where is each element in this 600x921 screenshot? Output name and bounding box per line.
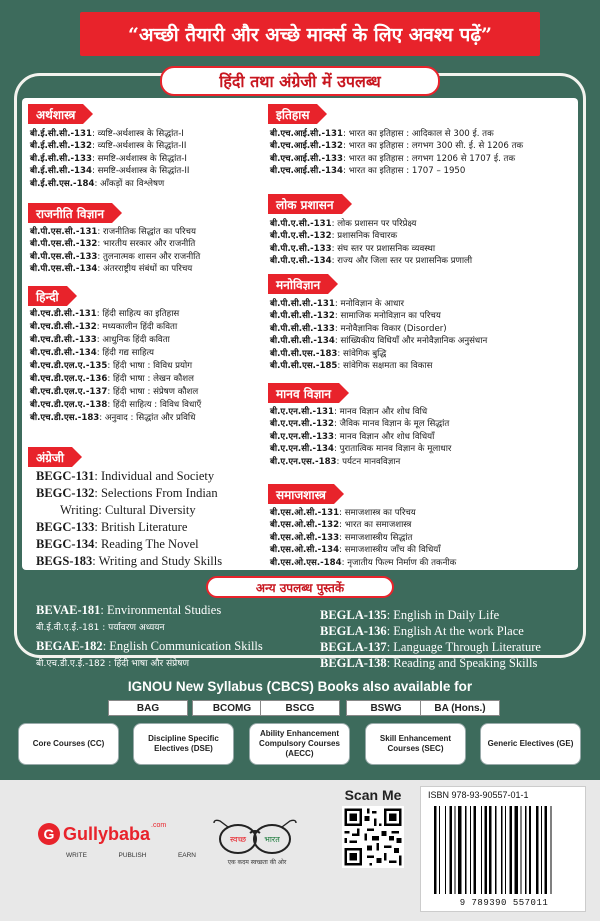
section-anthropology-list bbox=[270, 406, 451, 468]
course-code: BEGC-133 bbox=[36, 520, 95, 534]
course-name: : हिंदी साहित्य का इतिहास bbox=[96, 309, 180, 319]
other-books-title: अन्य उपलब्ध पुस्तकें bbox=[206, 576, 394, 598]
course-row bbox=[270, 310, 487, 322]
course-name: : लोक प्रशासन पर परिप्रेक्ष्य bbox=[331, 219, 417, 229]
course-row bbox=[30, 334, 201, 347]
book-code: BEVAE-181 bbox=[36, 603, 101, 617]
course-code: बी.पी.सी.एस.-185 bbox=[270, 361, 338, 372]
course-code: बी.पी.सी.एस.-183 bbox=[270, 348, 338, 359]
program-badge: BCOMG bbox=[192, 700, 272, 716]
course-name: : मनोवैज्ञानिक विकार (Disorder) bbox=[334, 323, 447, 334]
other-book-right bbox=[320, 656, 537, 671]
course-name: : सांख्यिकीय विधियाँ और मनोवैज्ञानिक अनुसंधान bbox=[334, 336, 488, 347]
course-name: : सांवेगिक बुद्धि bbox=[337, 348, 387, 359]
swachh-caption: एक कदम स्वच्छता की ओर bbox=[227, 859, 287, 866]
course-name: : सांवेगिक सक्षमता का विकास bbox=[337, 361, 433, 372]
course-code: बी.ए.एन.सी.-134 bbox=[270, 444, 335, 455]
course-code: BEGC-134 bbox=[36, 537, 95, 551]
course-code: बी.एच.डी.एल.ए.-136 bbox=[30, 374, 108, 384]
course-name: : Writing and Study Skills bbox=[92, 554, 223, 568]
gullybaba-logo bbox=[38, 822, 166, 846]
course-code: बी.पी.सी.सी.-133 bbox=[270, 323, 335, 334]
course-name: : प्रशासनिक विचारक bbox=[331, 231, 398, 242]
course-code: बी.एच.डी.सी.-131 bbox=[30, 309, 97, 319]
course-row bbox=[30, 263, 200, 275]
book-name: : Language Through Literature bbox=[386, 640, 541, 654]
course-row bbox=[30, 251, 200, 263]
barcode-icon bbox=[432, 806, 574, 898]
course-row bbox=[270, 519, 456, 531]
course-name: : पुरातात्विक मानव विज्ञान के मूलाधार bbox=[334, 444, 452, 455]
course-name: : पर्यटन मानवविज्ञान bbox=[336, 456, 401, 467]
course-name: : मानव विज्ञान और शोध विधि bbox=[334, 407, 428, 417]
course-name: : अनुवाद : सिद्धांत और प्रविधि bbox=[99, 413, 196, 423]
course-row bbox=[270, 360, 487, 372]
book-code: BEGLA-138 bbox=[320, 656, 387, 670]
course-row bbox=[270, 507, 456, 519]
section-political-title: राजनीति विज्ञान bbox=[28, 203, 112, 223]
course-name: : समाजशास्त्रीय सिद्धांत bbox=[339, 532, 413, 543]
course-type-card: Generic Electives (GE) bbox=[480, 723, 581, 765]
course-name: : मानव विज्ञान और शोध विधियाँ bbox=[334, 431, 435, 442]
course-code: बी.एच.डी.एल.ए.-137 bbox=[30, 387, 108, 397]
course-name: : भारतीय सरकार और राजनीति bbox=[97, 239, 196, 250]
tagline-word: WRITE bbox=[66, 852, 87, 859]
course-code: बी.एस.ओ.सी.-134 bbox=[270, 545, 340, 556]
other-book-left-hindi: बी.ई.वी.ए.ई.-181 : पर्यावरण अध्ययन bbox=[36, 623, 165, 633]
course-code: बी.ई.सी.सी.-131 bbox=[30, 129, 92, 139]
course-code: BEGC-131 bbox=[36, 469, 95, 483]
course-row bbox=[30, 399, 201, 412]
course-name: : समाजशास्त्र का परिचय bbox=[339, 508, 416, 518]
course-row bbox=[36, 485, 222, 502]
tagline-word: PUBLISH bbox=[118, 852, 147, 859]
course-name: : राजनीतिक सिद्धांत का परिचय bbox=[97, 227, 196, 237]
course-code: बी.पी.सी.सी.-131 bbox=[270, 299, 335, 309]
course-code: बी.एच.डी.सी.-134 bbox=[30, 348, 97, 358]
program-badge: BA (Hons.) bbox=[420, 700, 500, 716]
course-name: : हिंदी भाषा : विविध प्रयोग bbox=[107, 361, 193, 371]
program-badge: BSWG bbox=[346, 700, 426, 716]
course-row bbox=[270, 335, 487, 347]
book-name: : Environmental Studies bbox=[100, 603, 222, 617]
course-code: बी.पी.सी.सी.-132 bbox=[270, 311, 335, 322]
course-name: : भारत का इतिहास : लगभग 300 सी. ई. से 1206 तक bbox=[342, 141, 524, 152]
course-code: बी.एच.आई.सी.-131 bbox=[270, 129, 343, 139]
program-badge: BSCG bbox=[260, 700, 340, 716]
course-row bbox=[270, 544, 456, 556]
tagline-word: EARN bbox=[177, 852, 196, 859]
section-sociology-list bbox=[270, 507, 456, 569]
course-code: बी.पी.ए.सी.-132 bbox=[270, 231, 332, 242]
qr-code-icon[interactable] bbox=[342, 806, 404, 868]
course-code: बी.ई.सी.सी.-134 bbox=[30, 166, 92, 177]
section-history-list bbox=[270, 128, 523, 178]
course-row bbox=[270, 443, 451, 455]
course-row bbox=[30, 308, 201, 321]
course-row bbox=[30, 238, 200, 250]
course-name: : नृजातीय फिल्म निर्माण की तकनीक bbox=[341, 557, 457, 568]
course-name: : आँकड़ों का विश्लेषण bbox=[94, 178, 165, 189]
book-name: : English At the work Place bbox=[386, 624, 524, 638]
course-code: बी.एच.डी.एल.ए.-138 bbox=[30, 400, 108, 410]
course-code: बी.ई.सी.सी.-133 bbox=[30, 153, 92, 164]
barcode-digits: 9 789390 557011 bbox=[459, 898, 549, 908]
course-row bbox=[30, 386, 201, 399]
course-name: : समष्टि-अर्थशास्त्र के सिद्धांत-II bbox=[92, 166, 190, 177]
course-name: : Individual and Society bbox=[94, 469, 215, 483]
course-row bbox=[36, 502, 222, 519]
course-name: : Selections From Indian bbox=[94, 486, 218, 500]
course-row bbox=[36, 519, 222, 536]
book-name: : Reading and Speaking Skills bbox=[386, 656, 538, 670]
course-code: बी.एच.आई.सी.-132 bbox=[270, 141, 343, 152]
other-book-left-hindi: बी.एच.डी.ए.ई.-182 : हिंदी भाषा और संप्रेषण bbox=[36, 659, 189, 669]
book-code: BEGLA-136 bbox=[320, 624, 387, 638]
course-code: बी.पी.ए.सी.-133 bbox=[270, 243, 332, 254]
course-code: बी.पी.सी.सी.-134 bbox=[270, 336, 335, 347]
course-name: : समष्टि-अर्थशास्त्र के सिद्धांत-I bbox=[92, 153, 187, 164]
logo-suffix: .com bbox=[151, 822, 167, 829]
course-name: : व्यष्टि-अर्थशास्त्र के सिद्धांत-I bbox=[92, 129, 184, 139]
book-code: BEGLA-137 bbox=[320, 640, 387, 654]
course-code: बी.ई.सी.एस.-184 bbox=[30, 178, 95, 189]
section-english-list bbox=[36, 468, 222, 570]
course-type-card: Ability Enhancement Compulsory Courses (AECC) bbox=[249, 723, 350, 765]
isbn-text: ISBN 978-93-90557-01-1 bbox=[428, 790, 529, 800]
course-name: : भारत का इतिहास : 1707 – 1950 bbox=[342, 166, 466, 177]
section-economics-list bbox=[30, 128, 189, 190]
course-row bbox=[270, 532, 456, 544]
course-code: बी.एस.ओ.सी.-132 bbox=[270, 520, 340, 531]
book-code: BEGAE-182 bbox=[36, 639, 103, 653]
course-code: बी.एस.ओ.सी.-133 bbox=[270, 532, 340, 543]
course-row bbox=[30, 140, 189, 152]
swachh-left-text: स्वच्छ bbox=[229, 835, 247, 844]
course-name: : तुलनात्मक शासन और राजनीति bbox=[97, 251, 201, 262]
course-code: बी.पी.एस.सी.-134 bbox=[30, 264, 98, 275]
course-name: : समाजशास्त्रीय जाँच की विधियाँ bbox=[339, 545, 441, 556]
program-badge: BAG bbox=[108, 700, 188, 716]
course-row bbox=[30, 165, 189, 177]
course-code: बी.पी.एस.सी.-133 bbox=[30, 251, 98, 262]
course-name: : अंतरराष्ट्रीय संबंधों का परिचय bbox=[97, 264, 193, 275]
course-code: बी.ई.सी.सी.-132 bbox=[30, 141, 92, 152]
course-code: बी.एस.ओ.एस.-184 bbox=[270, 557, 342, 568]
course-row bbox=[270, 557, 456, 569]
course-code: बी.एच.डी.सी.-132 bbox=[30, 322, 97, 332]
course-code: बी.पी.ए.सी.-134 bbox=[270, 256, 332, 267]
course-row bbox=[270, 298, 487, 310]
course-row bbox=[270, 153, 523, 165]
course-row bbox=[270, 456, 451, 468]
other-book-right bbox=[320, 624, 524, 639]
course-code: बी.एच.डी.एल.ए.-135 bbox=[30, 361, 108, 371]
course-row bbox=[270, 323, 487, 335]
course-type-card: Core Courses (CC) bbox=[18, 723, 119, 765]
course-row bbox=[30, 153, 189, 165]
section-history-title: इतिहास bbox=[268, 104, 317, 124]
course-name: : सामाजिक मनोविज्ञान का परिचय bbox=[334, 311, 441, 322]
course-name: : हिंदी भाषा : लेखन कौशल bbox=[107, 374, 194, 384]
course-name: : हिंदी साहित्य : विविध विधाएँ bbox=[107, 400, 202, 410]
other-book-right bbox=[320, 608, 499, 623]
available-title: हिंदी तथा अंग्रेजी में उपलब्ध bbox=[160, 66, 440, 96]
section-hindi-title: हिन्दी bbox=[28, 286, 67, 306]
course-name: : भारत का इतिहास : आदिकाल से 300 ई. तक bbox=[342, 129, 494, 139]
course-name: : हिंदी गद्य साहित्य bbox=[96, 348, 154, 358]
course-code: बी.एस.ओ.सी.-131 bbox=[270, 508, 340, 518]
course-name: : आधुनिक हिंदी कविता bbox=[96, 335, 170, 345]
course-row bbox=[30, 178, 189, 190]
section-anthropology-title: मानव विज्ञान bbox=[268, 383, 339, 403]
course-row bbox=[30, 412, 201, 425]
course-row bbox=[36, 553, 222, 570]
course-name: : राज्य और जिला स्तर पर प्रशासनिक प्रणाली bbox=[331, 256, 473, 267]
section-public-admin-list bbox=[270, 218, 472, 268]
course-name: Writing: Cultural Diversity bbox=[60, 503, 196, 517]
course-name: : मनोविज्ञान के आधार bbox=[334, 299, 405, 309]
course-code: बी.पी.ए.सी.-131 bbox=[270, 219, 332, 229]
course-row bbox=[270, 418, 451, 430]
course-code: बी.पी.एस.सी.-132 bbox=[30, 239, 98, 250]
course-row bbox=[270, 243, 472, 255]
section-public-admin-title: लोक प्रशासन bbox=[268, 194, 342, 214]
tagline-quote: “अच्छी तैयारी और अच्छे मार्क्स के लिए अवश्य पढ़ें” bbox=[80, 12, 540, 56]
section-english-title: अंग्रेजी bbox=[28, 447, 72, 467]
course-code: बी.ए.एन.एस.-183 bbox=[270, 456, 337, 467]
course-row bbox=[270, 165, 523, 177]
course-name: : भारत का इतिहास : लगभग 1206 से 1707 ई. तक bbox=[342, 153, 516, 164]
section-hindi-list bbox=[30, 308, 201, 425]
course-name: : हिंदी भाषा : संप्रेषण कौशल bbox=[107, 387, 199, 397]
cbcs-title: IGNOU New Syllabus (CBCS) Books also available for bbox=[127, 679, 473, 694]
course-name: : British Literature bbox=[94, 520, 188, 534]
course-code: बी.एच.आई.सी.-133 bbox=[270, 153, 343, 164]
course-row bbox=[30, 226, 200, 238]
course-name: : जैविक मानव विज्ञान के मूल सिद्धांत bbox=[334, 419, 450, 430]
section-sociology-title: समाजशास्त्र bbox=[268, 484, 334, 504]
course-code: बी.ए.एन.सी.-133 bbox=[270, 431, 335, 442]
logo-name: Gullybaba bbox=[63, 823, 151, 844]
course-row bbox=[270, 431, 451, 443]
course-row bbox=[36, 536, 222, 553]
course-row bbox=[270, 255, 472, 267]
course-row bbox=[30, 128, 189, 140]
course-row bbox=[270, 128, 523, 140]
course-row bbox=[270, 230, 472, 242]
book-code: BEGLA-135 bbox=[320, 608, 387, 622]
course-row bbox=[270, 348, 487, 360]
course-row bbox=[30, 321, 201, 334]
section-political-list bbox=[30, 226, 200, 276]
other-book-left bbox=[36, 639, 263, 654]
course-code: बी.ए.एन.सी.-131 bbox=[270, 407, 335, 417]
other-book-left bbox=[36, 603, 221, 618]
course-code: बी.एच.डी.एस.-183 bbox=[30, 413, 100, 423]
course-type-card: Discipline Specific Electives (DSE) bbox=[133, 723, 234, 765]
course-name: : मध्यकालीन हिंदी कविता bbox=[96, 322, 178, 332]
course-code: बी.पी.एस.सी.-131 bbox=[30, 227, 98, 237]
course-code: बी.एच.आई.सी.-134 bbox=[270, 166, 343, 177]
section-economics-title: अर्थशास्त्र bbox=[28, 104, 83, 124]
course-name: : भारत का समाजशास्त्र bbox=[339, 520, 412, 531]
course-row bbox=[30, 360, 201, 373]
course-code: बी.एच.डी.सी.-133 bbox=[30, 335, 97, 345]
course-code: BEGS-183 bbox=[36, 554, 93, 568]
section-psychology-list bbox=[270, 298, 487, 372]
section-psychology-title: मनोविज्ञान bbox=[268, 274, 328, 294]
swachh-right-text: भारत bbox=[264, 835, 280, 844]
course-row bbox=[36, 468, 222, 485]
course-type-card: Skill Enhancement Courses (SEC) bbox=[365, 723, 466, 765]
course-name: : संघ स्तर पर प्रशासनिक व्यवस्था bbox=[331, 243, 436, 254]
course-name: : व्यष्टि-अर्थशास्त्र के सिद्धांत-II bbox=[92, 141, 187, 152]
course-code: BEGC-132 bbox=[36, 486, 95, 500]
logo-letter: G bbox=[38, 823, 60, 845]
logo-tagline bbox=[66, 852, 196, 859]
course-code: बी.ए.एन.सी.-132 bbox=[270, 419, 335, 430]
course-row bbox=[270, 140, 523, 152]
course-row bbox=[270, 406, 451, 418]
course-row bbox=[30, 373, 201, 386]
other-book-right bbox=[320, 640, 541, 655]
scan-me-label: Scan Me bbox=[344, 787, 402, 803]
swachh-bharat-glasses-icon bbox=[210, 817, 300, 855]
book-name: : English Communication Skills bbox=[102, 639, 263, 653]
course-row bbox=[270, 218, 472, 230]
book-name: : English in Daily Life bbox=[386, 608, 500, 622]
course-row bbox=[30, 347, 201, 360]
course-name: : Reading The Novel bbox=[94, 537, 199, 551]
